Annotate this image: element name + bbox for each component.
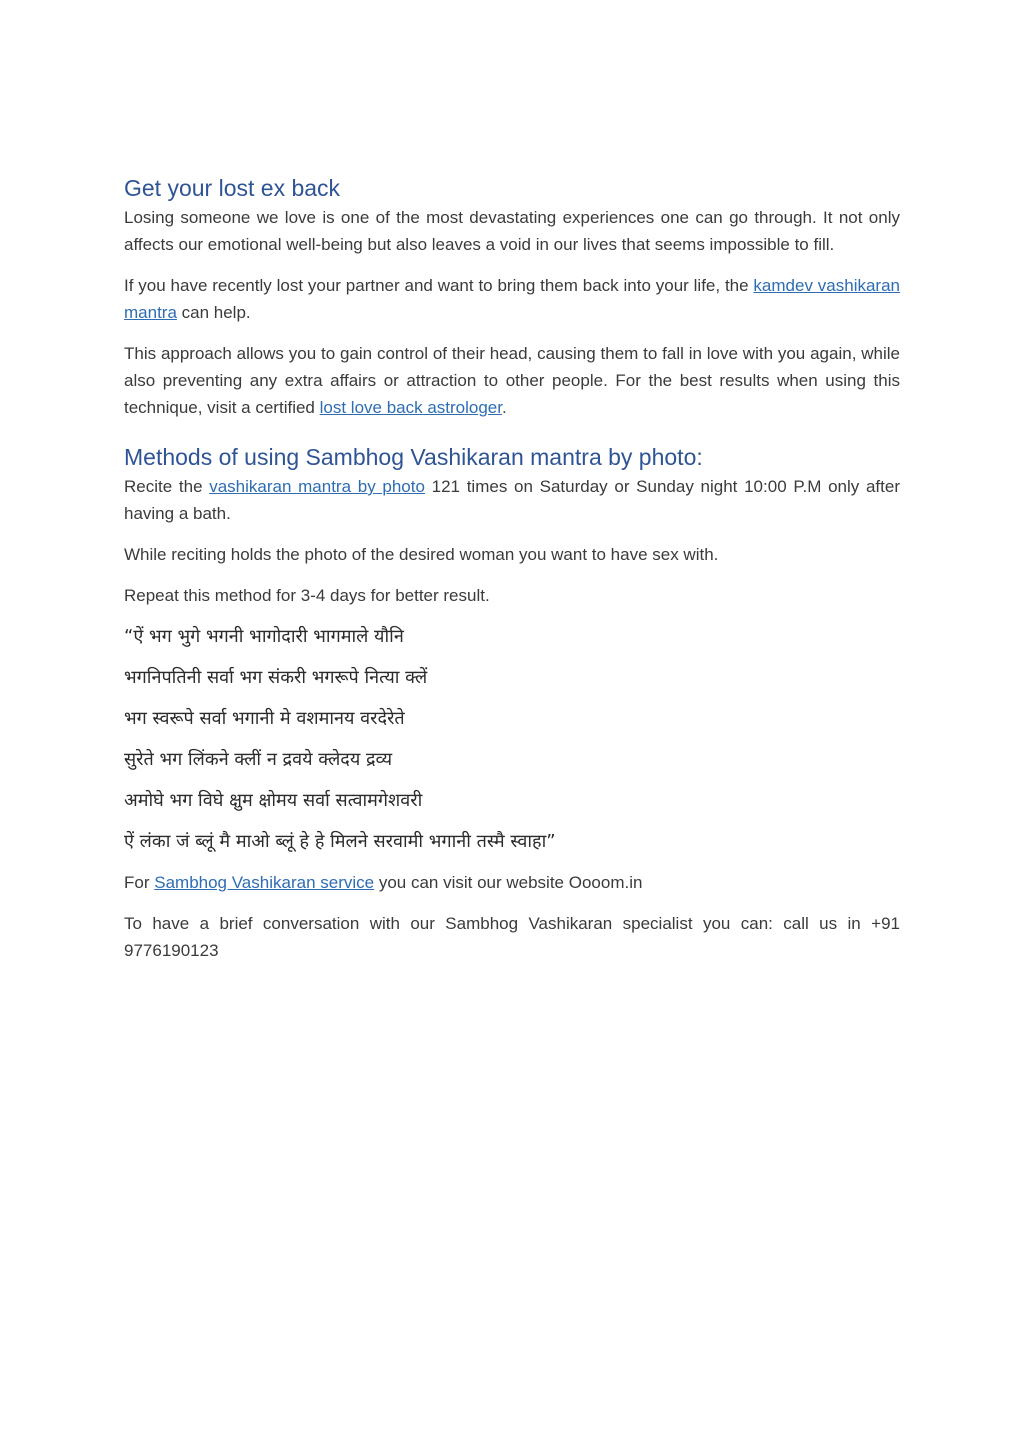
mantra-line: सुरेते भग लिंकने क्लीं न द्रवये क्लेदय द्रव्य xyxy=(124,749,393,770)
text-span: you can visit our website Oooom.in xyxy=(374,873,643,892)
heading-lost-ex: Get your lost ex back xyxy=(124,175,341,201)
sambhog-service-link[interactable]: Sambhog Vashikaran service xyxy=(154,873,375,892)
paragraph-kamdev xyxy=(124,272,900,326)
paragraph-repeat: Repeat this method for 3-4 days for better result. xyxy=(124,586,490,605)
mantra-line: ऐं लंका जं ब्लूं मै माओ ब्लूं हे हे मिलने सरवामी भगानी तस्मै स्वाहा” xyxy=(124,831,556,852)
paragraph-contact: To have a brief conversation with our Sambhog Vashikaran specialist you can: call us in +91 9776190123 xyxy=(124,914,900,960)
vashikaran-by-photo-link[interactable]: vashikaran mantra by photo xyxy=(209,477,425,496)
lost-love-astrologer-link[interactable]: lost love back astrologer xyxy=(319,398,502,417)
text-span: For xyxy=(124,873,155,892)
text-span: This approach allows you to gain control of their head, causing them to fall in love with you again, while also preventing any extra affairs or attraction to other people. For the best results when using this technique, visit a certified xyxy=(124,344,900,417)
paragraph-while-reciting: While reciting holds the photo of the desired woman you want to have sex with. xyxy=(124,545,719,564)
kamdev-vashikaran-link[interactable]: kamdev vashikaran mantra xyxy=(124,276,900,322)
heading-methods: Methods of using Sambhog Vashikaran mantra by photo: xyxy=(124,444,703,470)
mantra-line: भगनिपतिनी सर्वा भग संकरी भगरूपे नित्या क्लें xyxy=(124,667,428,688)
text-span: 121 times on Saturday or Sunday night 10:00 P.M only after having a bath. xyxy=(124,477,900,523)
mantra-line: भग स्वरूपे सर्वा भगानी मे वशमानय वरदेरेते xyxy=(124,708,405,729)
text-span: . xyxy=(502,398,507,417)
paragraph-service xyxy=(124,869,900,896)
mantra-line: अमोघे भग विघे क्षुम क्षोमय सर्वा सत्वामगेशवरी xyxy=(124,790,423,811)
paragraph-approach xyxy=(124,340,900,421)
document-page xyxy=(124,172,900,978)
mantra-line: “ऐं भग भुगे भगनी भागोदारी भागमाले यौनि xyxy=(124,626,404,647)
text-span: can help. xyxy=(176,303,251,322)
text-span: Recite the xyxy=(124,477,210,496)
paragraph-losing-someone: Losing someone we love is one of the most devastating experiences one can go through. It not only affects our emotional well-being but also leaves a void in our lives that seems impossible to fill. xyxy=(124,208,900,254)
text-span: If you have recently lost your partner and want to bring them back into your life, the xyxy=(124,276,754,295)
paragraph-recite xyxy=(124,473,900,527)
